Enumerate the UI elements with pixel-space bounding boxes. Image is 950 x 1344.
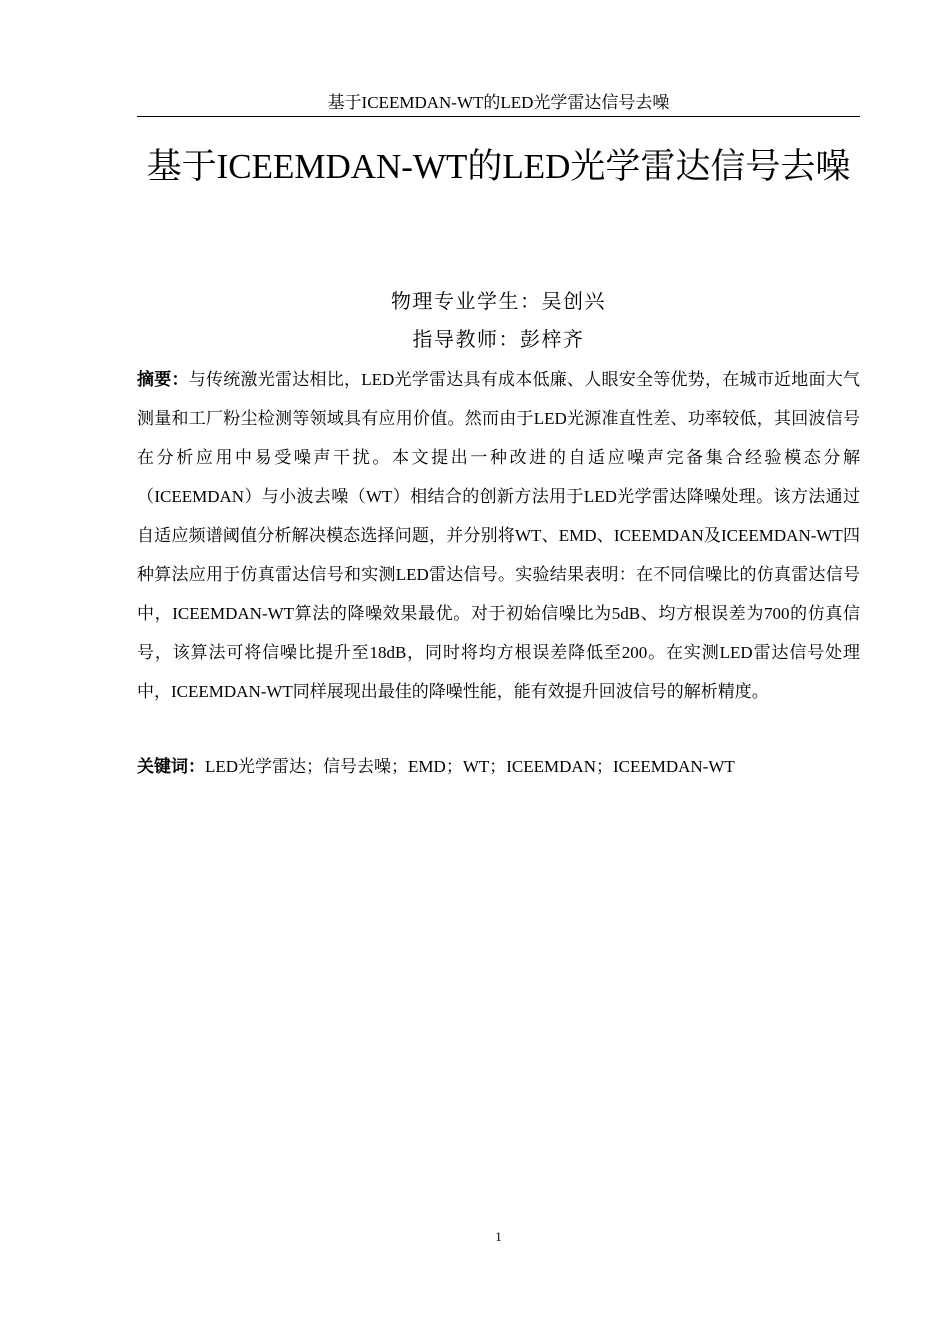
abstract-paragraph: [137, 360, 860, 711]
advisor-line: 指导教师：彭梓齐: [412, 327, 585, 351]
abstract-label: 摘要：: [137, 370, 189, 389]
keywords-text: LED光学雷达；信号去噪；EMD；WT；ICEEMDAN；ICEEMDAN-WT: [205, 757, 735, 776]
keywords-paragraph: [137, 750, 860, 784]
header-rule: [137, 116, 860, 117]
running-header: 基于ICEEMDAN-WT的LED光学雷达信号去噪: [327, 93, 670, 112]
keywords-label: 关键词：: [137, 757, 205, 776]
page-number: 1: [495, 1229, 502, 1244]
abstract-text: 与传统激光雷达相比，LED光学雷达具有成本低廉、人眼安全等优势，在城市近地面大气测量和工厂粉尘检测等领域具有应用价值。然而由于LED光源准直性差、功率较低，其回波信号在分析应用中易受噪声干扰。本文提出一种改进的自适应噪声完备集合经验模态分解（ICEEMDAN）与小波去噪（WT）相结合的创新方法用于LED光学雷达降噪处理。该方法通过自适应频谱阈值分析解决模态选择问题，并分别将WT、EMD、ICEEMDAN及ICEEMDAN-WT四种算法应用于仿真雷达信号和实测LED雷达信号。实验结果表明：在不同信噪比的仿真雷达信号中，ICEEMDAN-WT算法的降噪效果最优。对于初始信噪比为5dB、均方根误差为700的仿真信号，该算法可将信噪比提升至18dB，同时将均方根误差降低至200。在实测LED雷达信号处理中，ICEEMDAN-WT同样展现出最佳的降噪性能，能有效提升回波信号的解析精度。: [137, 370, 861, 701]
student-line: 物理专业学生：吴创兴: [391, 289, 606, 313]
paper-title: 基于ICEEMDAN-WT的LED光学雷达信号去噪: [146, 147, 851, 186]
